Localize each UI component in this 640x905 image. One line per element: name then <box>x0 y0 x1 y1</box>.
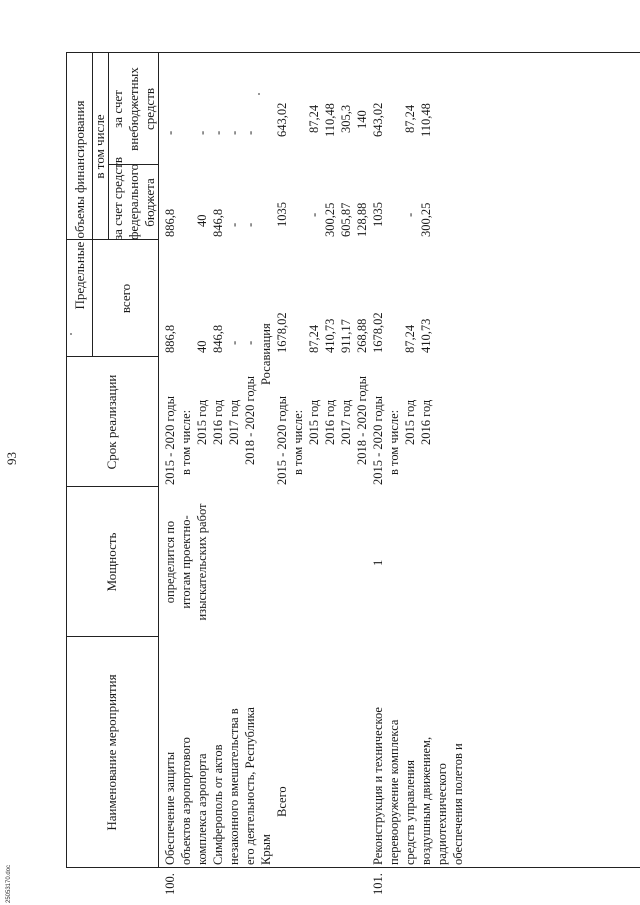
extra-cell: 643,02 <box>275 102 289 137</box>
period-cell: 2018 - 2020 годы <box>355 375 369 465</box>
header-including: в том числе <box>92 114 107 179</box>
header-capacity: Мощность <box>104 532 119 592</box>
federal-cell: 300,25 <box>419 202 433 237</box>
federal-cell: 1035 <box>371 202 385 227</box>
extra-cell: 87,24 <box>403 104 417 133</box>
extra-cell: 110,48 <box>419 103 433 137</box>
period-cell: 2016 год <box>323 399 337 445</box>
federal-cell: 1035 <box>275 202 289 227</box>
period-cell: 2016 год <box>419 399 433 445</box>
subheader-split-line <box>108 53 109 240</box>
agency-cell: Росавиация <box>259 323 273 385</box>
period-cell: в том числе: <box>291 409 305 475</box>
total-cell: 268,88 <box>355 318 369 353</box>
federal-cell: 300,25 <box>323 202 337 237</box>
period-cell: 2015 год <box>195 399 209 445</box>
extra-cell: 110,48 <box>323 103 337 137</box>
item-number: 100. <box>163 873 177 895</box>
total-cell: 410,73 <box>323 318 337 353</box>
item-capacity: 1 <box>371 559 385 566</box>
period-cell: 2017 год <box>227 399 241 445</box>
period-cell: 2015 - 2020 годы <box>275 395 289 485</box>
total-cell: - <box>243 340 257 345</box>
header-period: Срок реализации <box>104 374 119 470</box>
extra-cell: - <box>211 130 225 135</box>
period-cell: 2017 год <box>339 399 353 445</box>
header-funding: Предельные объемы финансирования <box>72 100 87 310</box>
federal-cell: - <box>307 212 321 217</box>
total-cell: 846,8 <box>211 324 225 353</box>
table-header-bottom <box>158 53 159 868</box>
federal-cell: 605,87 <box>339 202 353 237</box>
doc-footer: 25053170.doc <box>6 864 12 903</box>
total-cell: 87,24 <box>307 324 321 353</box>
extra-cell: 140 <box>355 110 369 129</box>
federal-cell: 886,8 <box>163 208 177 237</box>
total-cell: 1678,02 <box>371 312 385 353</box>
extra-cell: 87,24 <box>307 104 321 133</box>
total-cell: 911,17 <box>339 319 353 353</box>
item-capacity: определится по итогам проектно- изыскательских работ <box>163 503 209 621</box>
table-left-border <box>66 867 640 868</box>
item-name: Реконструкция и техническое перевооружение комплекса средств управления воздушным движением, радиотехнического обеспечения полетов и <box>371 707 465 865</box>
period-cell: 2016 год <box>211 399 225 445</box>
total-cell: 40 <box>195 340 209 353</box>
federal-cell: 846,8 <box>211 208 225 237</box>
period-cell: 2018 - 2020 годы <box>243 375 257 465</box>
scan-speck <box>258 93 260 95</box>
federal-cell: 128,88 <box>355 202 369 237</box>
total-cell: 87,24 <box>403 324 417 353</box>
period-cell: в том числе: <box>387 409 401 475</box>
header-extrabudget: за счет внебюджетных средств <box>110 67 157 151</box>
total-cell: 1678,02 <box>275 312 289 353</box>
extra-cell: - <box>195 130 209 135</box>
item-number: 101. <box>371 873 385 895</box>
federal-cell: - <box>243 222 257 227</box>
period-cell: 2015 - 2020 годы <box>163 395 177 485</box>
header-total: всего <box>118 283 133 314</box>
total-label: Всего <box>275 786 289 817</box>
period-cell: 2015 год <box>403 399 417 445</box>
period-cell: в том числе: <box>179 409 193 475</box>
federal-cell: - <box>403 212 417 217</box>
extra-cell: - <box>163 130 177 135</box>
table-top-border <box>66 53 67 868</box>
period-cell: 2015 год <box>307 399 321 445</box>
extra-cell: - <box>243 130 257 135</box>
total-cell: - <box>227 340 241 345</box>
period-cell: 2015 - 2020 годы <box>371 395 385 485</box>
total-cell: 886,8 <box>163 324 177 353</box>
extra-cell: 305,3 <box>339 104 353 133</box>
page-number: 93 <box>4 452 19 465</box>
federal-cell: - <box>227 222 241 227</box>
item-name: Обеспечение защиты объектов аэропортового комплекса аэропорта Симферополь от актов незаконного вмешательства в его деятельность, Республика Крым <box>163 707 273 865</box>
total-cell: 410,73 <box>419 318 433 353</box>
header-federal: за счет средств федерального бюджета <box>110 157 157 240</box>
extra-cell: - <box>227 130 241 135</box>
federal-cell: 40 <box>195 214 209 227</box>
extra-cell: 643,02 <box>371 102 385 137</box>
header-name: Наименование мероприятия <box>104 674 119 831</box>
